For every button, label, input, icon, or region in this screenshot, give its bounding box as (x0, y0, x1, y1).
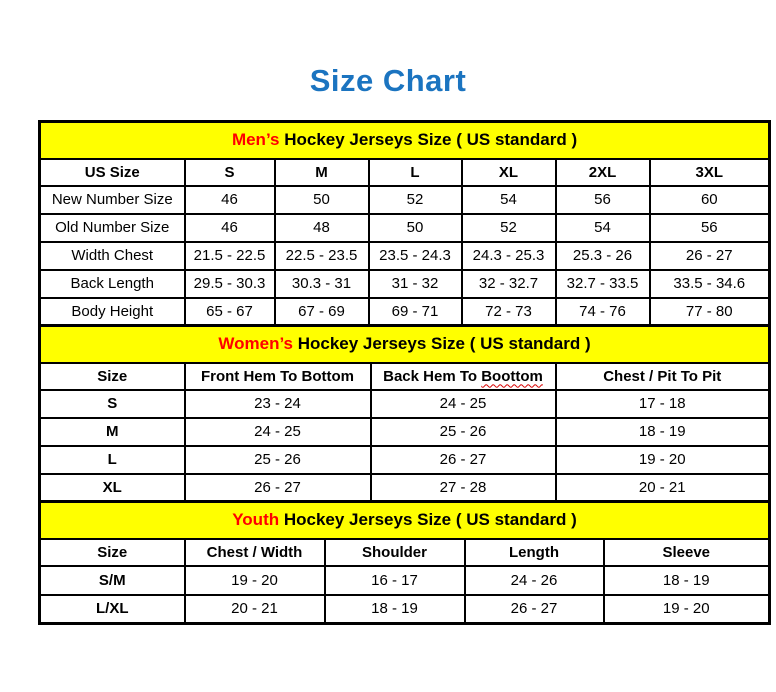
table-row (40, 566, 770, 595)
mens-cell: 33.5 - 34.6 (650, 270, 770, 298)
womens-size-label: XL (40, 474, 185, 502)
womens-cell: 17 - 18 (556, 390, 770, 418)
mens-cell: 50 (275, 186, 369, 214)
youth-section-title: Hockey Jerseys Size ( US standard ) (279, 510, 577, 530)
mens-cell: 26 - 27 (650, 242, 770, 270)
womens-cell: 19 - 20 (556, 446, 770, 474)
table-row (40, 539, 770, 566)
womens-cell: 23 - 24 (185, 390, 371, 418)
womens-col-header: Chest / Pit To Pit (556, 363, 770, 390)
mens-cell: 52 (462, 214, 556, 242)
womens-cell: 20 - 21 (556, 474, 770, 502)
youth-cell: 24 - 26 (465, 566, 604, 595)
youth-cell: 16 - 17 (325, 566, 465, 595)
youth-col-header: Sleeve (604, 539, 770, 566)
size-tables (38, 120, 768, 625)
mens-col-header: S (185, 159, 275, 186)
youth-cell: 19 - 20 (604, 595, 770, 624)
mens-cell: 72 - 73 (462, 298, 556, 326)
womens-size-label: L (40, 446, 185, 474)
table-row (40, 186, 770, 214)
youth-cell: 18 - 19 (604, 566, 770, 595)
mens-cell: 74 - 76 (556, 298, 650, 326)
womens-section-header (40, 326, 770, 363)
mens-section-accent: Men’s (231, 130, 280, 150)
table-row (40, 159, 770, 186)
youth-cell: 20 - 21 (185, 595, 325, 624)
mens-row-label: Old Number Size (40, 214, 185, 242)
table-row (40, 298, 770, 326)
youth-col-header: Shoulder (325, 539, 465, 566)
mens-cell: 32.7 - 33.5 (556, 270, 650, 298)
mens-cell: 25.3 - 26 (556, 242, 650, 270)
youth-section-accent: Youth (232, 510, 280, 530)
mens-cell: 46 (185, 214, 275, 242)
mens-row-label: New Number Size (40, 186, 185, 214)
mens-cell: 21.5 - 22.5 (185, 242, 275, 270)
womens-cell: 18 - 19 (556, 418, 770, 446)
youth-cell: 18 - 19 (325, 595, 465, 624)
mens-cell: 22.5 - 23.5 (275, 242, 369, 270)
womens-section-title: Hockey Jerseys Size ( US standard ) (293, 334, 591, 354)
mens-cell: 67 - 69 (275, 298, 369, 326)
table-row (40, 242, 770, 270)
mens-cell: 77 - 80 (650, 298, 770, 326)
womens-cell: 24 - 25 (185, 418, 371, 446)
womens-cell: 25 - 26 (371, 418, 556, 446)
mens-col-header: XL (462, 159, 556, 186)
table-row (40, 474, 770, 502)
womens-size-label: M (40, 418, 185, 446)
youth-col-header: Size (40, 539, 185, 566)
table-row (40, 595, 770, 624)
youth-size-table (38, 500, 771, 625)
mens-col-header: 2XL (556, 159, 650, 186)
mens-cell: 31 - 32 (369, 270, 462, 298)
mens-cell: 54 (462, 186, 556, 214)
mens-cell: 52 (369, 186, 462, 214)
mens-cell: 50 (369, 214, 462, 242)
mens-row-label: Back Length (40, 270, 185, 298)
table-row (40, 418, 770, 446)
youth-col-header: Chest / Width (185, 539, 325, 566)
mens-cell: 32 - 32.7 (462, 270, 556, 298)
mens-col-header: US Size (40, 159, 185, 186)
womens-section-accent: Women’s (218, 334, 293, 354)
mens-cell: 56 (650, 214, 770, 242)
mens-cell: 29.5 - 30.3 (185, 270, 275, 298)
table-row (40, 270, 770, 298)
mens-col-header: 3XL (650, 159, 770, 186)
womens-col-header: Size (40, 363, 185, 390)
mens-section-header (40, 122, 770, 159)
page-title: Size Chart (309, 63, 467, 98)
mens-cell: 60 (650, 186, 770, 214)
table-row (40, 363, 770, 390)
mens-size-table (38, 120, 771, 327)
mens-cell: 48 (275, 214, 369, 242)
mens-cell: 54 (556, 214, 650, 242)
youth-col-header: Length (465, 539, 604, 566)
mens-col-header: L (369, 159, 462, 186)
youth-cell: 26 - 27 (465, 595, 604, 624)
youth-size-label: L/XL (40, 595, 185, 624)
womens-size-table (38, 324, 771, 503)
table-row (40, 214, 770, 242)
table-row (40, 390, 770, 418)
mens-cell: 65 - 67 (185, 298, 275, 326)
womens-size-label: S (40, 390, 185, 418)
youth-size-label: S/M (40, 566, 185, 595)
womens-cell: 26 - 27 (371, 446, 556, 474)
womens-cell: 25 - 26 (185, 446, 371, 474)
mens-section-title: Hockey Jerseys Size ( US standard ) (279, 130, 578, 150)
mens-cell: 69 - 71 (369, 298, 462, 326)
table-row (40, 446, 770, 474)
table-row (40, 122, 770, 159)
table-row (40, 326, 770, 363)
womens-cell: 24 - 25 (371, 390, 556, 418)
youth-cell: 19 - 20 (185, 566, 325, 595)
youth-section-header (40, 502, 770, 539)
womens-col-header: Front Hem To Bottom (185, 363, 371, 390)
table-row (40, 502, 770, 539)
womens-col-header-misspelled: Back Hem To Boottom (371, 363, 556, 390)
mens-row-label: Width Chest (40, 242, 185, 270)
mens-cell: 56 (556, 186, 650, 214)
mens-row-label: Body Height (40, 298, 185, 326)
mens-cell: 30.3 - 31 (275, 270, 369, 298)
mens-cell: 24.3 - 25.3 (462, 242, 556, 270)
womens-cell: 27 - 28 (371, 474, 556, 502)
mens-col-header: M (275, 159, 369, 186)
mens-cell: 23.5 - 24.3 (369, 242, 462, 270)
mens-cell: 46 (185, 186, 275, 214)
misspelled-word: Boottom (481, 367, 543, 385)
womens-cell: 26 - 27 (185, 474, 371, 502)
